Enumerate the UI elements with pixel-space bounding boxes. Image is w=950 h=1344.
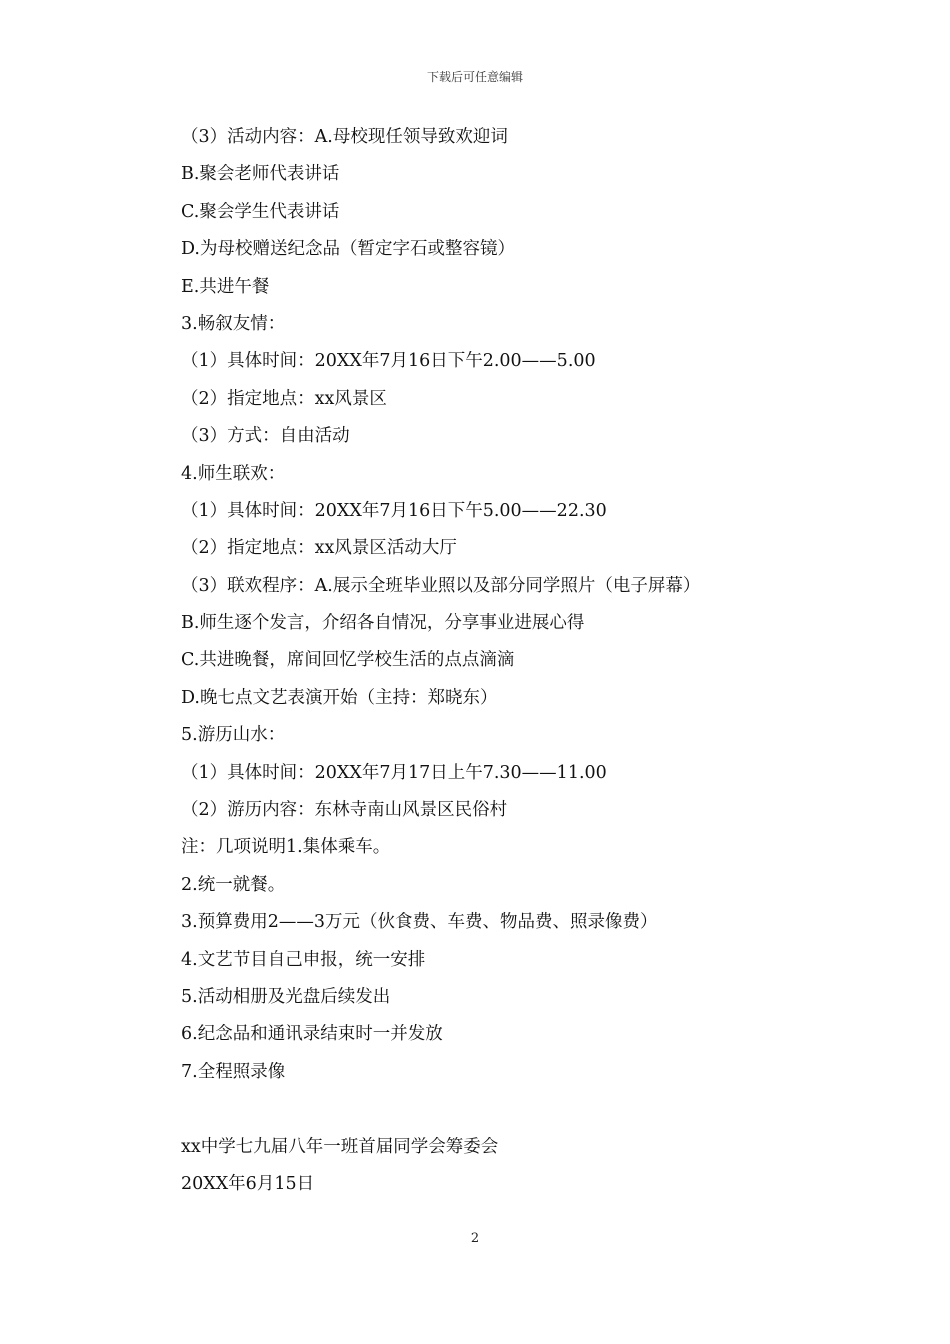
body-line: D.晚七点文艺表演开始（主持：郑晓东） <box>181 687 498 708</box>
signature-date: 20XX年6月15日 <box>181 1173 315 1194</box>
body-line: （2）游历内容：东林寺南山风景区民俗村 <box>181 800 508 821</box>
body-line: （1）具体时间：20XX年7月16日下午5.00——22.30 <box>181 500 607 521</box>
body-line: B.聚会老师代表讲话 <box>181 164 340 185</box>
body-line: （1）具体时间：20XX年7月16日下午2.00——5.00 <box>181 351 596 372</box>
section-heading: 4.师生联欢： <box>181 463 286 484</box>
body-line: C.聚会学生代表讲话 <box>181 201 340 222</box>
body-line: E.共进午餐 <box>181 276 270 297</box>
section-heading: 5.游历山水： <box>181 725 286 746</box>
body-line: （3）联欢程序：A.展示全班毕业照以及部分同学照片（电子屏幕） <box>181 575 701 596</box>
section-heading: 3.畅叙友情： <box>181 313 286 334</box>
notes-line: 3.预算费用2——3万元（伙食费、车费、物品费、照录像费） <box>181 912 658 933</box>
body-line: B.师生逐个发言，介绍各自情况，分享事业进展心得 <box>181 613 585 634</box>
notes-line: 注：几项说明1.集体乘车。 <box>181 837 391 858</box>
document-body <box>181 121 801 1205</box>
notes-line: 7.全程照录像 <box>181 1061 286 1082</box>
body-line: （3）方式：自由活动 <box>181 426 350 447</box>
body-line: （2）指定地点：xx风景区 <box>181 388 387 409</box>
signature-organizer: xx中学七九届八年一班首届同学会筹委会 <box>181 1136 499 1157</box>
body-line: C.共进晚餐，席间回忆学校生活的点点滴滴 <box>181 650 515 671</box>
notes-line: 6.纪念品和通讯录结束时一并发放 <box>181 1024 443 1045</box>
body-line: （2）指定地点：xx风景区活动大厅 <box>181 538 457 559</box>
body-line: （3）活动内容：A.母校现任领导致欢迎词 <box>181 127 508 147</box>
notes-line: 4.文艺节目自己申报，统一安排 <box>181 949 426 970</box>
body-line: （1）具体时间：20XX年7月17日上午7.30——11.00 <box>181 762 607 783</box>
page-header: 下载后可任意编辑 <box>426 70 523 84</box>
notes-line: 2.统一就餐。 <box>181 874 286 895</box>
notes-line: 5.活动相册及光盘后续发出 <box>181 986 391 1007</box>
body-line: D.为母校赠送纪念品（暂定字石或整容镜） <box>181 239 515 260</box>
blank-line <box>181 1093 801 1130</box>
page-number: 2 <box>470 1231 480 1246</box>
